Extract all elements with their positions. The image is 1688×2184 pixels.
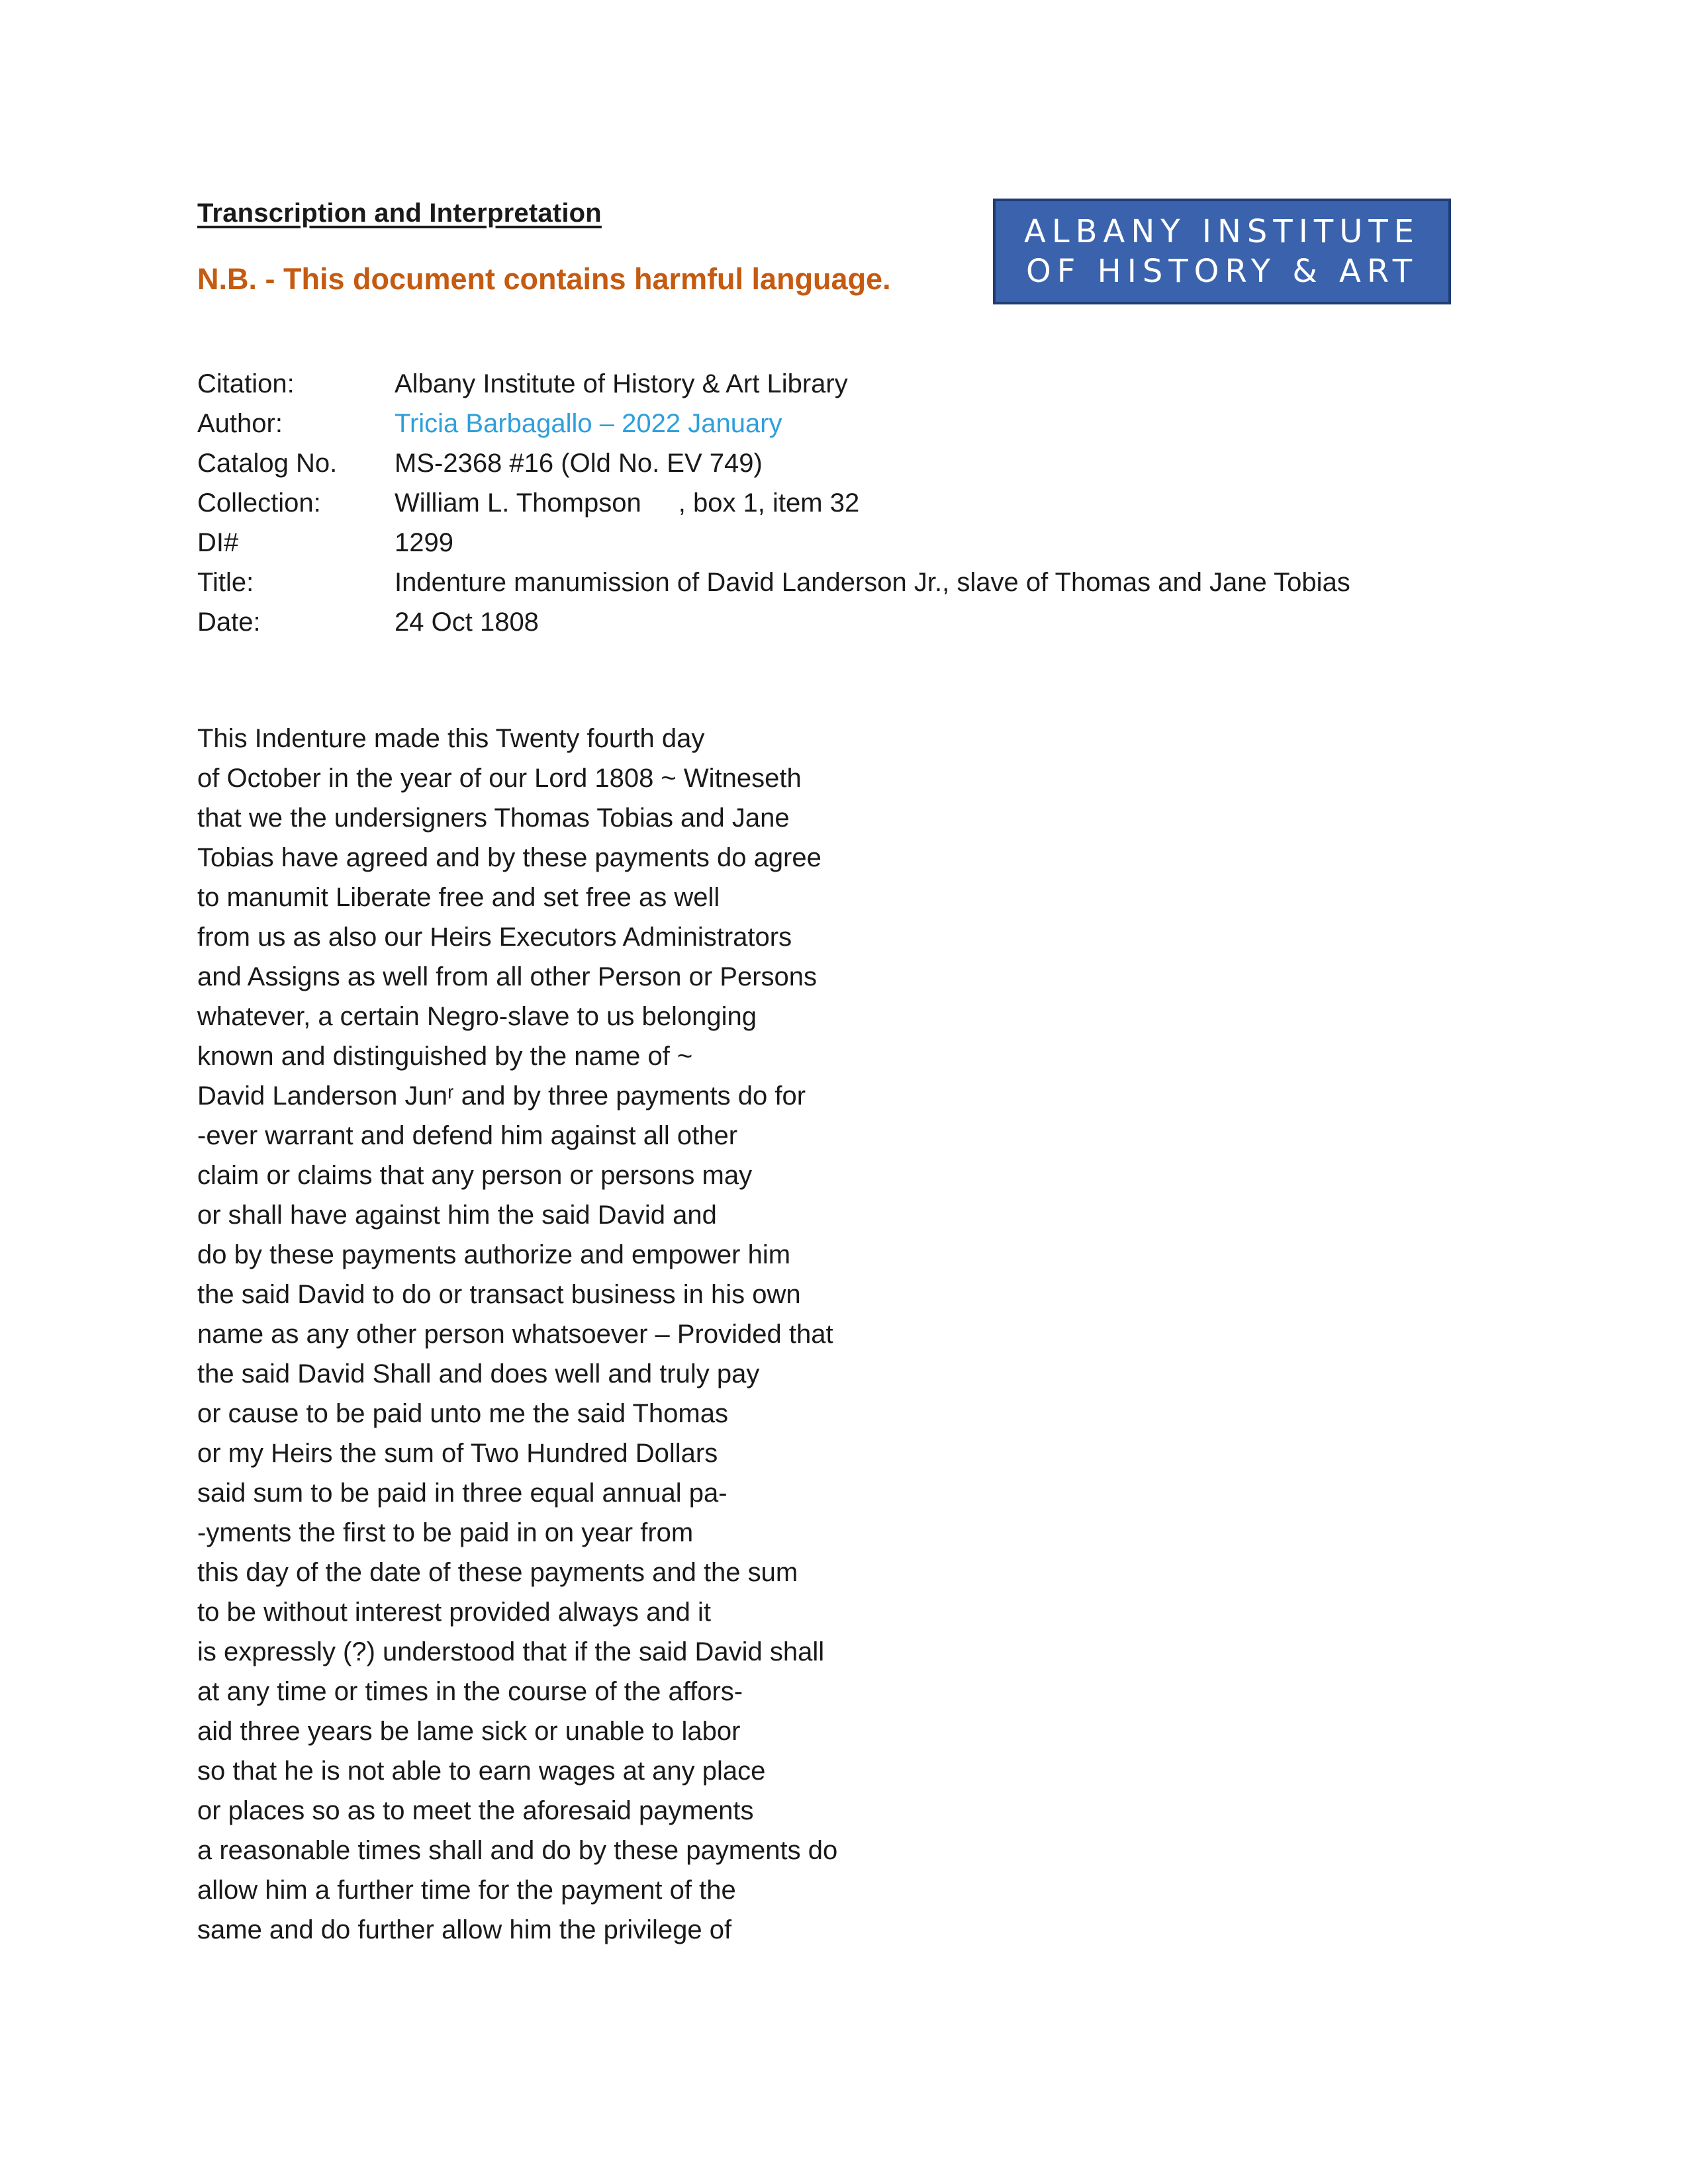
harmful-language-warning: N.B. - This document contains harmful language. — [197, 262, 891, 296]
collection-value — [395, 483, 859, 523]
transcription-line: aid three years be lame sick or unable to labor — [197, 1717, 741, 1746]
page-heading: Transcription and Interpretation — [197, 199, 602, 228]
author-label: Author: — [197, 409, 283, 438]
transcription-line: to be without interest provided always and it — [197, 1598, 711, 1627]
transcription-line: is expressly (?) understood that if the said David shall — [197, 1637, 825, 1666]
title-value: Indenture manumission of David Landerson Jr., slave of Thomas and Jane Tobias — [395, 568, 1350, 597]
date-label: Date: — [197, 608, 261, 637]
date-value: 24 Oct 1808 — [395, 608, 539, 637]
transcription-line: or places so as to meet the aforesaid payments — [197, 1796, 754, 1825]
transcription-line: known and distinguished by the name of ~ — [197, 1042, 693, 1071]
metadata-row-author — [197, 404, 1350, 443]
transcription-line: name as any other person whatsoever – Provided that — [197, 1320, 833, 1349]
citation-value: Albany Institute of History & Art Library — [395, 369, 848, 398]
transcription-body — [197, 719, 837, 1950]
metadata-row-di — [197, 523, 1350, 563]
collection-box-item: , box 1, item 32 — [678, 488, 860, 518]
metadata-row-collection — [197, 483, 1350, 523]
logo-line-1: ALBANY INSTITUTE — [1024, 213, 1420, 250]
transcription-line: same and do further allow him the privilege of — [197, 1915, 732, 1944]
transcription-line: the said David Shall and does well and truly pay — [197, 1359, 760, 1388]
transcription-line: or shall have against him the said David and — [197, 1201, 717, 1230]
transcription-line: This Indenture made this Twenty fourth day — [197, 724, 705, 753]
transcription-line: so that he is not able to earn wages at any place — [197, 1756, 766, 1786]
logo-line-2: OF HISTORY & ART — [1025, 253, 1419, 290]
collection-label: Collection: — [197, 488, 321, 518]
transcription-line: from us as also our Heirs Executors Administrators — [197, 923, 792, 952]
institute-logo — [993, 199, 1451, 304]
transcription-line: that we the undersigners Thomas Tobias and Jane — [197, 803, 790, 833]
author-value: Tricia Barbagallo – 2022 January — [395, 409, 782, 438]
metadata-row-date — [197, 602, 1350, 642]
metadata-row-title — [197, 563, 1350, 602]
transcription-line: or my Heirs the sum of Two Hundred Dollars — [197, 1439, 718, 1468]
transcription-line: and Assigns as well from all other Person or Persons — [197, 962, 817, 991]
metadata-row-catalog — [197, 443, 1350, 483]
di-value: 1299 — [395, 528, 453, 557]
metadata-row-citation — [197, 364, 1350, 404]
transcription-line: Tobias have agreed and by these payments do agree — [197, 843, 821, 872]
transcription-line: the said David to do or transact business in his own — [197, 1280, 801, 1309]
metadata-table — [197, 364, 1350, 642]
title-label: Title: — [197, 568, 254, 597]
transcription-line: to manumit Liberate free and set free as well — [197, 883, 720, 912]
transcription-line: or cause to be paid unto me the said Thomas — [197, 1399, 728, 1428]
catalog-label: Catalog No. — [197, 449, 338, 478]
collection-name: William L. Thompson — [395, 488, 641, 518]
transcription-line: -yments the first to be paid in on year from — [197, 1518, 694, 1547]
transcription-line: -ever warrant and defend him against all other — [197, 1121, 738, 1150]
transcription-line: at any time or times in the course of the affors- — [197, 1677, 743, 1706]
di-label: DI# — [197, 528, 239, 557]
transcription-line: allow him a further time for the payment of the — [197, 1876, 736, 1905]
transcription-line: this day of the date of these payments and the sum — [197, 1558, 798, 1587]
transcription-line: a reasonable times shall and do by these payments do — [197, 1836, 838, 1865]
catalog-value: MS-2368 #16 (Old No. EV 749) — [395, 449, 763, 478]
transcription-line: David Landerson Junʳ and by three payments do for — [197, 1081, 806, 1111]
transcription-line: said sum to be paid in three equal annual pa- — [197, 1479, 727, 1508]
transcription-line: claim or claims that any person or persons may — [197, 1161, 753, 1190]
transcription-line: of October in the year of our Lord 1808 ~ Witneseth — [197, 764, 802, 793]
transcription-line: do by these payments authorize and empower him — [197, 1240, 791, 1269]
citation-label: Citation: — [197, 369, 295, 398]
transcription-line: whatever, a certain Negro-slave to us belonging — [197, 1002, 757, 1031]
